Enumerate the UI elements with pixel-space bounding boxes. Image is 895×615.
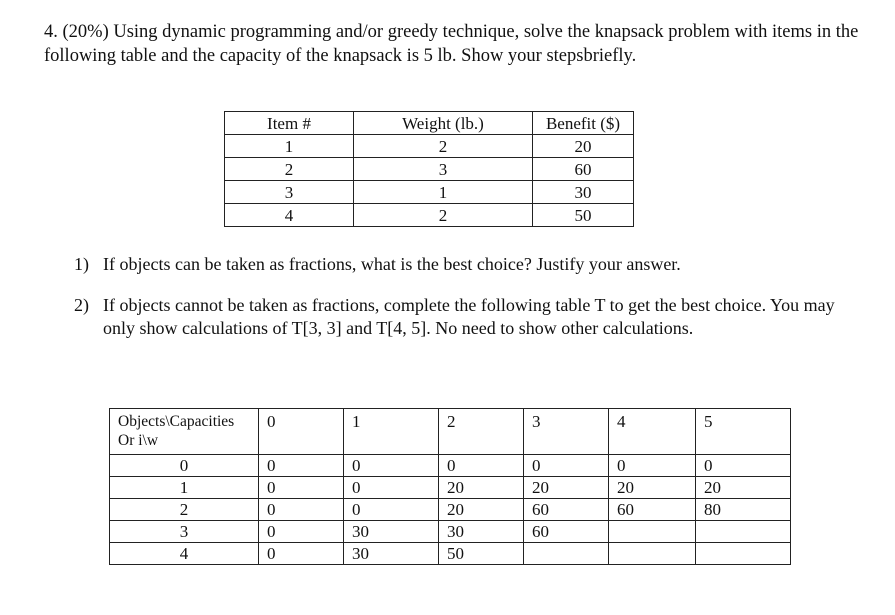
items-table [224,111,634,227]
table-row [225,204,634,227]
table-cell: 0 [609,455,696,477]
table-cell: 2 [354,135,533,158]
table-cell [609,521,696,543]
header-weight: Weight (lb.) [354,112,533,135]
table-cell: 3 [225,181,354,204]
capacity-header: 2 [439,409,524,455]
part-number: 1) [74,254,89,274]
table-cell: 4 [225,204,354,227]
capacity-header: 1 [344,409,439,455]
table-cell: 0 [439,455,524,477]
part-text: If objects can be taken as fractions, what is the best choice? Justify your answer. [103,254,681,274]
table-cell: 0 [259,455,344,477]
table-cell: 50 [533,204,634,227]
table-cell: 20 [439,499,524,521]
table-cell: 30 [533,181,634,204]
part-2 [74,294,864,340]
table-cell: 30 [344,543,439,565]
table-row [110,521,791,543]
table-cell [609,543,696,565]
header-item-number: Item # [225,112,354,135]
table-row [225,158,634,181]
table-row [225,181,634,204]
table-cell: 0 [524,455,609,477]
table-cell: 1 [354,181,533,204]
table-cell [696,521,791,543]
table-cell: 2 [225,158,354,181]
table-cell: 0 [259,477,344,499]
table-cell: 0 [344,499,439,521]
question-parts [74,253,864,340]
table-cell: 60 [609,499,696,521]
table-cell: 20 [439,477,524,499]
corner-label-line2: Or i\w [118,432,159,449]
capacity-header: 0 [259,409,344,455]
table-cell: 60 [524,499,609,521]
corner-header [110,409,259,455]
table-cell: 60 [524,521,609,543]
table-cell: 20 [696,477,791,499]
question-text: 4. (20%) Using dynamic programming and/or greedy technique, solve the knapsack problem with items in the following table and the capacity of the knapsack is 5 lb. Show your stepsbriefly. [44,22,859,66]
table-cell: 20 [524,477,609,499]
dp-table [109,408,791,565]
header-benefit: Benefit ($) [533,112,634,135]
table-row [225,135,634,158]
table-cell: 0 [259,543,344,565]
table-cell: 30 [344,521,439,543]
table-cell: 20 [533,135,634,158]
object-label: 0 [110,455,259,477]
part-text: If objects cannot be taken as fractions, complete the following table T to get the best choice. You may only show calculations of T[3, 3] and T[4, 5]. No need to show other calculations. [103,295,835,338]
table-cell [696,543,791,565]
table-cell: 2 [354,204,533,227]
object-label: 4 [110,543,259,565]
table-cell: 30 [439,521,524,543]
object-label: 2 [110,499,259,521]
corner-label-line1: Objects\Capacities [118,413,235,430]
items-table-header [225,112,634,135]
capacity-header: 4 [609,409,696,455]
table-cell: 0 [259,521,344,543]
object-label: 1 [110,477,259,499]
table-cell: 0 [259,499,344,521]
table-cell: 60 [533,158,634,181]
table-cell: 50 [439,543,524,565]
table-cell: 0 [696,455,791,477]
table-row [110,455,791,477]
table-cell: 0 [344,477,439,499]
table-row [110,499,791,521]
table-cell: 0 [344,455,439,477]
table-cell: 1 [225,135,354,158]
table-row [110,543,791,565]
dp-table-header [110,409,791,455]
capacity-header: 3 [524,409,609,455]
object-label: 3 [110,521,259,543]
table-cell: 20 [609,477,696,499]
part-1 [74,253,864,276]
table-row [110,477,791,499]
table-cell: 3 [354,158,533,181]
capacity-header: 5 [696,409,791,455]
table-cell: 80 [696,499,791,521]
table-cell [524,543,609,565]
part-number: 2) [74,295,89,315]
